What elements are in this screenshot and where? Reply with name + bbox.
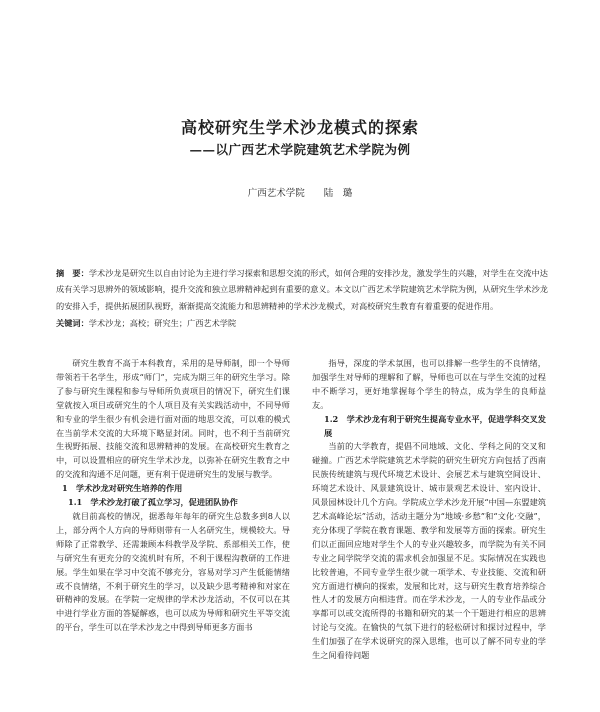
abstract [56,265,548,314]
body-paragraph: 指导，深度的学术氛围，也可以排解一些学生的不良情绪，加强学生对导师的理解和了解，导师也可以在与学生交流的过程中不断学习，更好地掌握每个学生的特点，成为学生的良师益友。 [312,358,546,410]
body-paragraph: 当前的大学教育，提倡不同地域、文化、学科之间的交叉和碰撞。广西艺术学院建筑艺术学院的研究生研究方向包括了西南民族传统建筑与现代环境艺术设计、会展艺术与建筑空间设计、环境艺术设计、风景建筑设计、城市景观艺术设计、室内设计、风景园林设计几个方向。学院成立学术沙龙开展“中国—东盟建筑艺术高峰论坛”活动，活动主题分为“地域·乡愁”和“文化·交融”，充分体现了学院在教育课题、教学和发展等方面的探索。研究生们以正面回应地对学生个人的专业兴趣较多，而学院为有关不同专业之间学院学交流的需求机会加强显不足。实际情况在实践也比较普遍，不同专业学生很少就一项学术、专业技能、交流和研究方面进行横向的探索，发展和比对，这与研究生教育培养综合性人才的发展方向相违背。而在学术沙龙，一人的专业作品或分享都可以或交流所得的书籍和研究的某一个干题进行相应的思辨讨论与交流。在愉快的气氛下进行的轻松研讨和探讨过程中，学生们加强了在学术说研究的深入思维，也可以了解不同专业的学生之间看待问题 [312,441,546,661]
subsection-heading: 1.2 学术沙龙有利于研究生提高专业水平，促进学科交叉发展 [324,413,546,438]
body-paragraph: 研究生教育不高于本科教育，采用的是导师制，即一个导师带领若干名学生，形成“师门”，完成为期三年的研究生学习。除了参与研究生课程和参与导师所负责项目的情况下，研究生们课堂就按入项目或研究生的个人项目及有关实践活动中，不同导师和专业的学生很少有机会进行面对面的地思交流，可以难的模式在当前学术交流的大环境下略显封闭。同时，也不利于当前研究生视野拓展、技能交流和思辨精神的发展。在高校研究生教育之中，可以设置相应的研究生学术沙龙，以弥补在研究生教育之中的交流和沟通不足问题，更有利于促进研究生的发展与教学。 [56,358,290,480]
keywords-text: 学术沙龙；高校；研究生；广西艺术学院 [88,318,237,328]
left-column [56,357,290,635]
paper-subtitle: ——以广西艺术学院建筑艺术学院为例 [189,142,411,157]
right-column [312,357,546,663]
keywords [56,316,548,330]
section-heading: 1 学术沙龙对研究生培养的作用 [62,483,183,494]
paper-title: 高校研究生学术沙龙模式的探索 [180,118,419,137]
subsection-heading: 1.1 学术沙龙打破了孤立学习，促进团队协作 [68,497,238,508]
keywords-label: 关键词： [56,318,89,328]
author-line: 广西艺术学院 陆 璐 [247,188,353,199]
body-paragraph: 就目前高校的情况，据悉每年每年的研究生总数多到8人以上，部分两个人方向的导师则带有一人名研究生，规模较大。导师除了正常教学、还需兼顾本科教学及学院、系部相关工作，使与研究生有更充分的交流机时有所，不利于课程沟教研的工作进展。学生如果在学习中交流不够充分，容易对学习产生低能情绪或不良情绪，不利于研究生的学习，以及缺少思考精神和对家在研精神的发展。在学院一定规律的学术沙龙活动，不仅可以在其中进行学业方面的答疑解惑，也可以成为导师和研究生平等交流的平台，学生可以在学术沙龙之中得到导师更多方面书 [56,510,290,633]
abstract-label: 摘 要： [56,268,89,278]
abstract-text: 学术沙龙是研究生以自由讨论为主进行学习探索和思想交流的形式，如何合理的安排沙龙，激发学生的兴趣，对学生在交流中达成有关学习思辨外的领域影响，提升交流和独立思辨精神起到有重要的意义。本文以广西艺术学院建筑艺术学院为例，从研究生学术沙龙的安排入手，提供拓展团队视野，渐渐提高交流能力和思辨精神的学术沙龙模式，对高校研究生教育有着重要的促进作用。 [56,268,548,311]
